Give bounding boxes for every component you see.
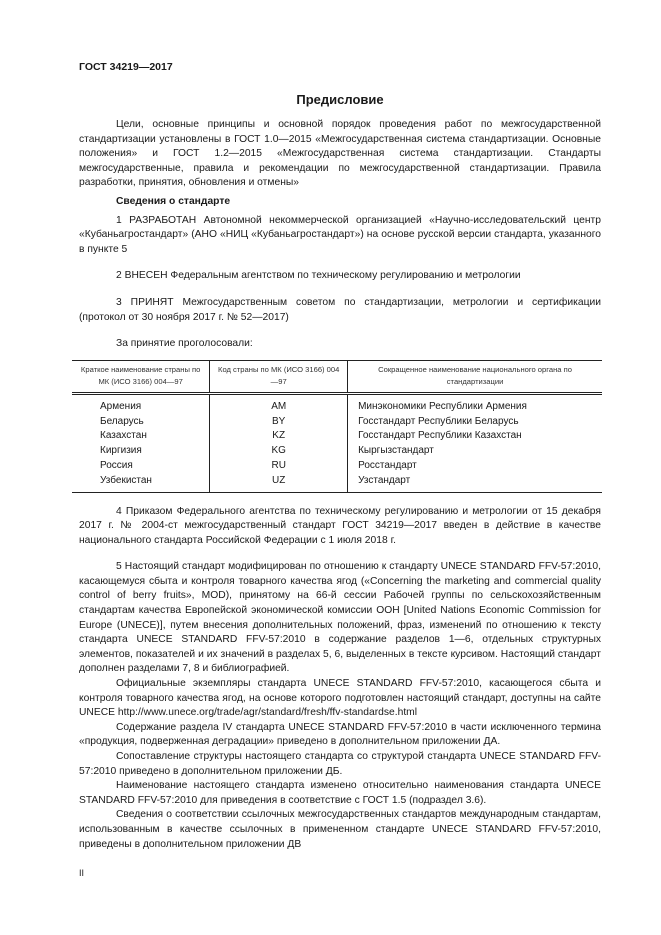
structure-paragraph: Сопоставление структуры настоящего стандарта со структурой стандарта UNECE STANDARD FFV-57:2010 приведено в дополнительном приложении ДБ.	[79, 751, 601, 777]
document-id: ГОСТ 34219—2017	[79, 61, 173, 73]
item-4: 4 Приказом Федерального агентства по техническому регулированию и метрологии от 15 декабря 2017 г. № 2004-ст межгосударственный стандарт ГОСТ 34219—2017 введен в действие в качестве национального стандарта Российской Федерации с 1 июля 2018 г.	[79, 505, 601, 546]
code-cell: RU	[210, 459, 348, 474]
table-row	[72, 393, 602, 414]
official-copies-paragraph: Официальные экземпляры стандарта UNECE STANDARD FFV-57:2010, касающегося сбыта и контроля товарного качества ягод, на основе которого подготовлен настоящий стандарт, доступны на сайте UNECE http://www.unece.org/trade/agr/standard/fresh/ffv-standardse.html	[79, 678, 601, 719]
name-paragraph: Наименование настоящего стандарта изменено относительно наименования стандарта UNECE STANDARD FFV-57:2010 для приведения в соответствие с ГОСТ 1.5 (подраздел 3.6).	[79, 780, 601, 806]
section-iv-paragraph: Содержание раздела IV стандарта UNECE STANDARD FFV-57:2010 в части исключенного термина «продукция, подверженная деградации» приведено в дополнительном приложении ДА.	[79, 721, 601, 748]
country-cell: Киргизия	[100, 445, 142, 457]
country-cell: Россия	[100, 459, 133, 471]
country-cell: Казахстан	[100, 430, 147, 442]
table-row	[72, 444, 602, 459]
table-row	[72, 474, 602, 492]
references-paragraph: Сведения о соответствии ссылочных межгосударственных стандартов международным стандартам, использованным в качестве ссылочных в примененном стандарте UNECE STANDARD FFV-57:2010, приведены в дополнительном приложении ДВ	[79, 809, 601, 850]
table-header-row	[72, 360, 602, 393]
page-title: Предисловие	[296, 92, 384, 107]
agency-cell: Росстандарт	[348, 459, 602, 474]
agency-cell: Узстандарт	[348, 474, 602, 492]
item-1: 1 РАЗРАБОТАН Автономной некоммерческой организацией «Научно-исследовательский центр «Кубаньагростандарт» (АНО «НИЦ «Кубаньагростандарт») на основе русской версии стандарта, указанного в пункте 5	[79, 214, 601, 255]
country-cell: Армения	[100, 400, 142, 412]
code-cell: KZ	[210, 429, 348, 444]
country-cell: Беларусь	[100, 415, 144, 427]
agency-cell: Госстандарт Республики Беларусь	[348, 415, 602, 430]
code-cell: KG	[210, 444, 348, 459]
voted-label: За принятие проголосовали:	[116, 338, 253, 350]
col-agency: Сокращенное наименование национального органа по стандартизации	[348, 360, 602, 393]
country-cell: Узбекистан	[72, 474, 210, 492]
code-cell: AM	[210, 393, 348, 414]
agency-cell: Госстандарт Республики Казахстан	[348, 429, 602, 444]
agency-cell: Кыргызстандарт	[348, 444, 602, 459]
voting-table	[72, 360, 602, 493]
agency-cell: Минэкономики Республики Армения	[348, 393, 602, 414]
item-3: 3 ПРИНЯТ Межгосударственным советом по стандартизации, метрологии и сертификации (протокол от 30 ноября 2017 г. № 52—2017)	[79, 296, 601, 323]
code-cell: UZ	[210, 474, 348, 492]
code-cell: BY	[210, 415, 348, 430]
section-heading: Сведения о стандарте	[116, 195, 231, 207]
page-number: II	[79, 868, 85, 879]
table-row	[72, 429, 602, 444]
table-row	[72, 459, 602, 474]
item-2: 2 ВНЕСЕН Федеральным агентством по техническому регулированию и метрологии	[116, 270, 521, 282]
intro-paragraph: Цели, основные принципы и основной порядок проведения работ по межгосударственной стандартизации установлены в ГОСТ 1.0—2015 «Межгосударственная система стандартизации. Основные положения» и ГОСТ 1.2—2015 «Межгосударственная система стандартизации. Стандарты межгосударственные, правила и рекомендации по межгосударственной стандартизации. Правила разработки, принятия, обновления и отмены»	[79, 119, 601, 189]
col-code: Код страны по МК (ИСО 3166) 004—97	[210, 360, 348, 393]
item-5: 5 Настоящий стандарт модифицирован по отношению к стандарту UNECE STANDARD FFV-57:2010, касающемуся сбыта и контроля товарного качества ягод («Concerning the marketing and commercial quality control of berry fruits», MOD), принятому на 66-й сессии Рабочей группы по сельскохозяйственным стандартам качества Европейской экономической комиссии ООН [United Nations Economic Commission for Europe (UNECE)], путем внесения дополнительных положений, фраз, изменений по отношению к тексту стандарта UNECE STANDARD FFV-57:2010 в содержание разделов 1—6, отдельных структурных элементов, показателей и их значений в разделах 5, 6, выделенных в тексте курсивом. Настоящий стандарт дополнен разделами 7, 8 и библиографией.	[79, 561, 601, 675]
table-row	[72, 415, 602, 430]
col-country: Краткое наименование страны по МК (ИСО 3166) 004—97	[72, 360, 210, 393]
